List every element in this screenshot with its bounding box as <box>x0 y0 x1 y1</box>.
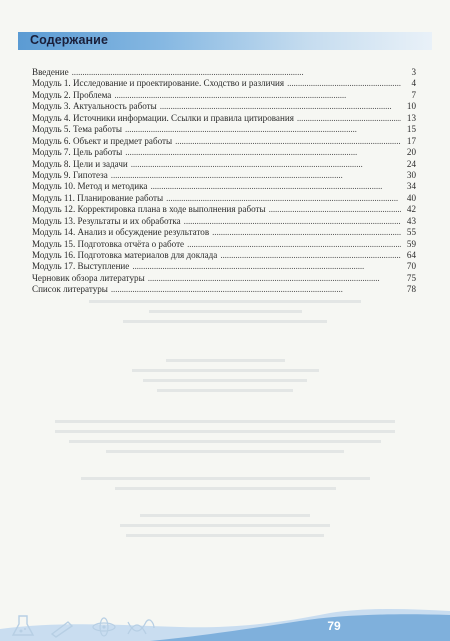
toc-entry-label: Модуль 4. Источники информации. Ссылки и правила цитирования <box>32 112 294 123</box>
toc-entry <box>32 181 416 192</box>
toc-entry-label: Модуль 12. Корректировка плана в ходе выполнения работы <box>32 204 266 215</box>
toc-leader-dots <box>175 136 401 147</box>
toc-entry-page: 15 <box>406 124 416 135</box>
toc-leader-dots <box>287 78 401 89</box>
toc-entry <box>32 78 416 89</box>
toc-entry-page: 43 <box>406 215 416 226</box>
toc-entry <box>32 216 416 227</box>
toc-entry-label: Модуль 10. Метод и методика <box>32 181 148 192</box>
table-of-contents <box>32 67 416 296</box>
toc-entry-label: Модуль 17. Выступление <box>32 261 130 272</box>
toc-leader-dots <box>131 159 401 170</box>
page-title: Содержание <box>30 33 109 47</box>
toc-entry-page: 40 <box>406 192 416 203</box>
toc-leader-dots <box>166 193 401 204</box>
toc-entry-label: Модуль 11. Планирование работы <box>32 192 164 203</box>
toc-entry <box>32 284 416 295</box>
toc-entry <box>32 136 416 147</box>
toc-entry-label: Черновик обзора литературы <box>32 272 145 283</box>
toc-entry-label: Список литературы <box>32 284 108 295</box>
toc-entry <box>32 273 416 284</box>
toc-entry-page: 7 <box>411 89 416 100</box>
toc-entry-page: 30 <box>406 169 416 180</box>
toc-entry-label: Модуль 13. Результаты и их обработка <box>32 215 181 226</box>
toc-entry-page: 34 <box>406 181 416 192</box>
toc-entry <box>32 101 416 112</box>
toc-entry <box>32 239 416 250</box>
toc-leader-dots <box>184 216 401 227</box>
toc-entry <box>32 124 416 135</box>
toc-leader-dots <box>150 181 401 192</box>
toc-leader-dots <box>187 239 401 250</box>
toc-entry <box>32 147 416 158</box>
toc-leader-dots <box>212 227 401 238</box>
toc-leader-dots <box>111 170 401 181</box>
section-header-band <box>18 32 432 50</box>
toc-entry-page: 20 <box>406 147 416 158</box>
toc-leader-dots <box>111 284 401 295</box>
toc-entry-page: 3 <box>411 67 416 77</box>
toc-leader-dots <box>148 273 401 284</box>
toc-entry <box>32 159 416 170</box>
toc-entry-label: Введение <box>32 67 69 77</box>
toc-entry <box>32 227 416 238</box>
toc-entry <box>32 90 416 101</box>
toc-entry-page: 78 <box>406 284 416 295</box>
toc-leader-dots <box>269 204 401 215</box>
toc-entry-page: 55 <box>406 227 416 238</box>
toc-entry-page: 70 <box>406 261 416 272</box>
toc-leader-dots <box>114 90 401 101</box>
toc-entry-label: Модуль 2. Проблема <box>32 89 112 100</box>
flask-icon <box>10 614 36 638</box>
toc-entry <box>32 261 416 272</box>
toc-entry-label: Модуль 15. Подготовка отчёта о работе <box>32 238 185 249</box>
toc-entry-page: 24 <box>406 158 416 169</box>
toc-entry <box>32 170 416 181</box>
toc-entry-page: 17 <box>406 135 416 146</box>
toc-entry-label: Модуль 1. Исследование и проектирование. Сходство и различия <box>32 78 285 89</box>
toc-entry-label: Модуль 5. Тема работы <box>32 124 122 135</box>
toc-leader-dots <box>160 101 401 112</box>
toc-entry-label: Модуль 3. Актуальность работы <box>32 101 157 112</box>
toc-leader-dots <box>72 67 401 78</box>
toc-leader-dots <box>132 261 401 272</box>
toc-entry-page: 4 <box>411 78 416 89</box>
toc-entry-label: Модуль 14. Анализ и обсуждение результатов <box>32 227 210 238</box>
toc-entry <box>32 67 416 78</box>
toc-entry-label: Модуль 8. Цели и задачи <box>32 158 128 169</box>
dna-helix-icon <box>126 618 156 638</box>
toc-leader-dots <box>220 250 401 261</box>
toc-entry-page: 10 <box>406 101 416 112</box>
toc-leader-dots <box>125 147 401 158</box>
toc-entry-page: 64 <box>406 250 416 260</box>
toc-leader-dots <box>297 113 401 124</box>
toc-leader-dots <box>125 124 401 135</box>
bleed-through-texture <box>55 300 395 550</box>
toc-entry-label: Модуль 6. Объект и предмет работы <box>32 135 173 146</box>
toc-entry <box>32 193 416 204</box>
atom-icon <box>90 616 118 638</box>
toc-entry-page: 59 <box>406 238 416 249</box>
toc-entry-page: 42 <box>406 204 416 215</box>
page-number: 79 <box>327 619 341 633</box>
toc-entry <box>32 204 416 215</box>
test-tube-icon <box>48 618 76 638</box>
toc-entry <box>32 250 416 261</box>
toc-entry-page: 13 <box>406 112 416 123</box>
toc-entry <box>32 113 416 124</box>
toc-entry-label: Модуль 9. Гипотеза <box>32 169 108 180</box>
toc-entry-page: 75 <box>406 272 416 283</box>
toc-entry-label: Модуль 16. Подготовка материалов для доклада <box>32 250 218 260</box>
toc-entry-label: Модуль 7. Цель работы <box>32 147 123 158</box>
